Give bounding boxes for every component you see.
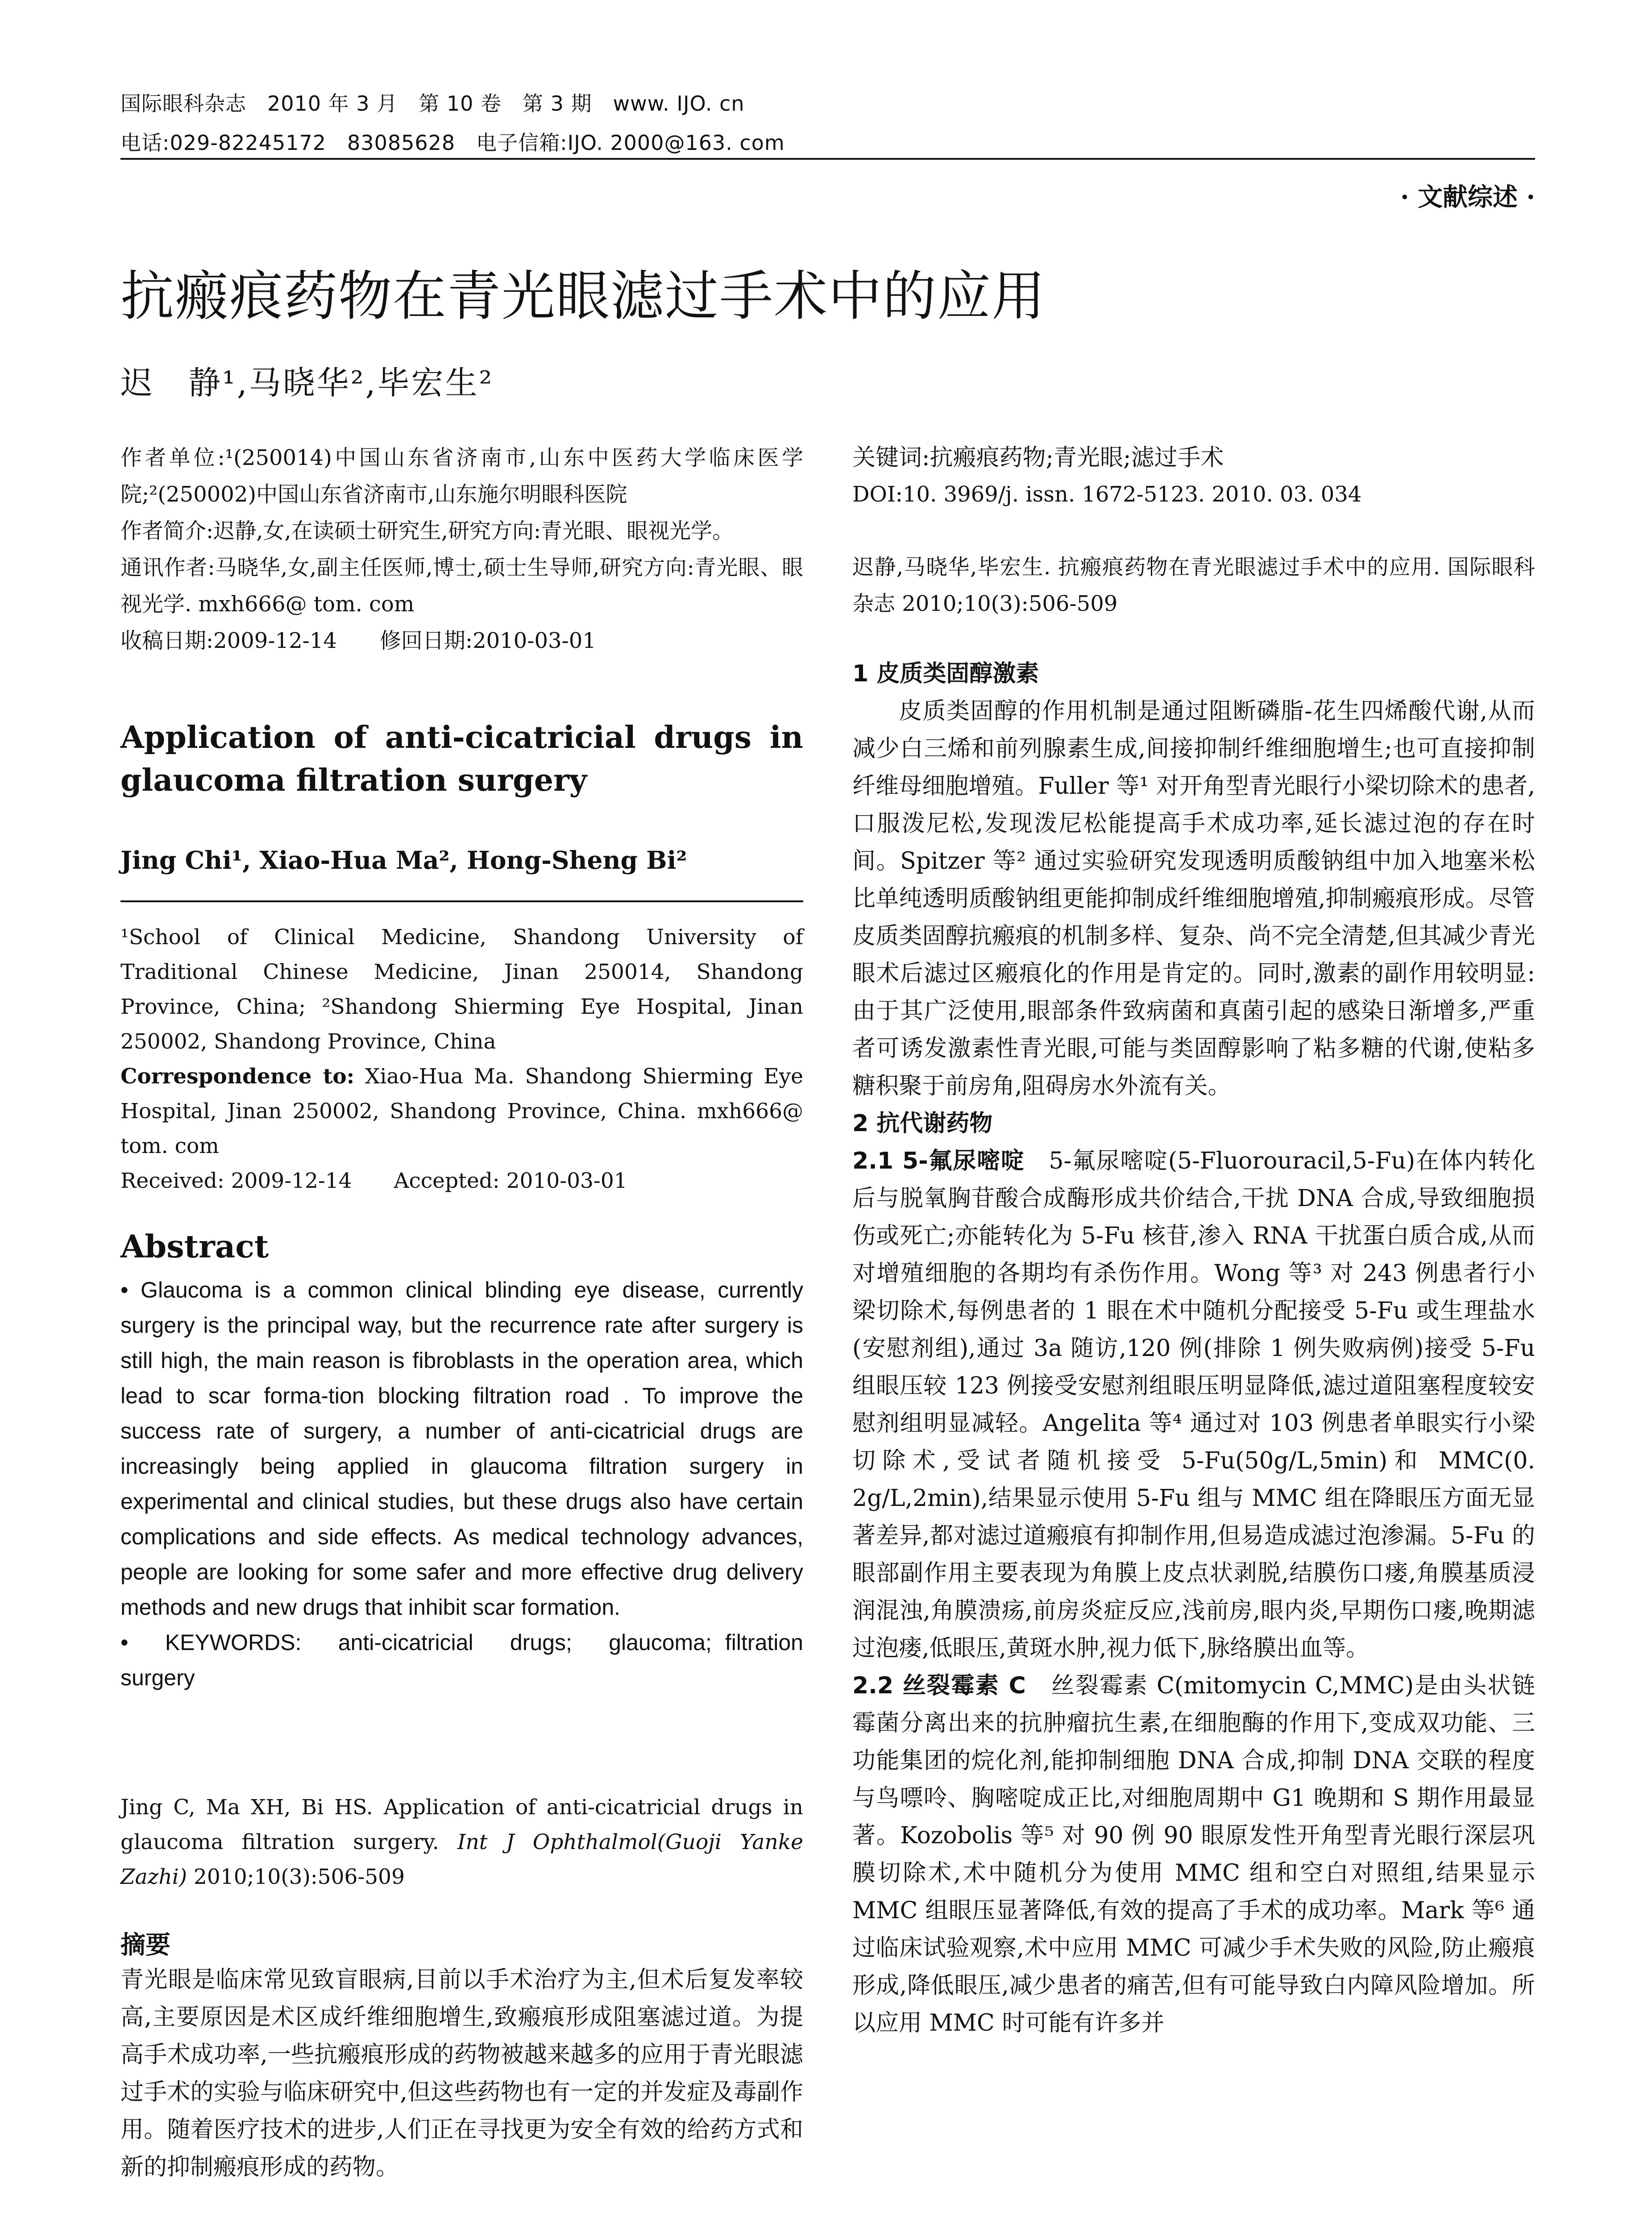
citation-english-volume: 2010;10(3):506-509 [187, 1865, 405, 1889]
author-rule [120, 900, 803, 902]
author-info-block [120, 440, 803, 659]
abstract-english-block [120, 1273, 803, 1696]
running-header-contact: 电话:029-82245172 83085628 电子信箱:IJO. 2000@163. com [120, 131, 785, 155]
section-2-2-body: 丝裂霉素 C(mitomycin C,MMC)是由头状链霉菌分离出来的抗肿瘤抗生素,在细胞酶的作用下,变成双功能、三功能集团的烷化剂,能抑制细胞 DNA 合成,抑制 DNA 交联的程度与鸟嘌呤、胸嘧啶成正比,对细胞周期中 G1 晚期和 S 期作用最显著。Kozobolis 等⁵ 对 90 例 90 眼原发性开角型青光眼行深层巩膜切除术,术中随机分为使用 MMC 组和空白对照组,结果显示 MMC 组眼压显著降低,有效的提高了手术的成功率。Mark 等⁶ 通过临床试验观察,术中应用 MMC 可减少手术失败的风险,防止瘢痕形成,降低眼压,减少患者的痛苦,但有可能导致白内障风险增加。所以应用 MMC 时可能有许多并 [852, 1672, 1535, 2036]
body-right-column [852, 655, 1535, 2042]
received-english: Received: 2009-12-14 Accepted: 2010-03-01 [120, 1169, 627, 1193]
section-1-heading: 1 皮质类固醇激素 [852, 660, 1039, 687]
citation-english-authors: Jing C, Ma XH, Bi HS. Application of anti-cicatricial drugs in glaucoma filtration surgery. [120, 1795, 803, 1854]
abstract-english: • Glaucoma is a common clinical blinding eye disease, currently surgery is the principal way, but the recurrence rate after surgery is still high, the main reason is fibroblasts in the operation area, which lead to scar forma-tion blocking filtration road . To improve the success rate of surgery, a number of anti-cicatricial drugs are increasingly being applied in glaucoma filtration surgery in experimental and clinical studies, but these drugs also have certain complications and side effects. As medical technology advances, people are looking for some safer and more effective drug delivery methods and new drugs that inhibit scar formation. [120, 1277, 803, 1620]
affiliation-english: ¹School of Clinical Medicine, Shandong University of Traditional Chinese Medicine, Jinan 250014, Shandong Province, China; ²Shandong Shierming Eye Hospital, Jinan 250002, Shandong Province, China [120, 925, 803, 1054]
keywords-english: • KEYWORDS: anti-cicatricial drugs; glaucoma; filtration surgery [120, 1630, 803, 1690]
correspondence-text: Xiao-Hua Ma. Shandong Shierming Eye Hospital, Jinan 250002, Shandong Province, China. mxh666@ tom. com [120, 1064, 803, 1158]
authors-english: Jing Chi¹, Xiao-Hua Ma², Hong-Sheng Bi² [120, 846, 687, 875]
citation-english-journal: Int J Ophthalmol(Guoji Yanke Zazhi) [120, 1830, 803, 1889]
title-chinese: 抗瘢痕药物在青光眼滤过手术中的应用 [120, 265, 1046, 328]
abstract-chinese: 青光眼是临床常见致盲眼病,目前以手术治疗为主,但术后复发率较高,主要原因是术区成纤维细胞增生,致瘢痕形成阻塞滤过道。为提高手术成功率,一些抗瘢痕形成的药物被越来越多的应用于青光眼滤过手术的实验与临床研究中,但这些药物也有一定的并发症及毒副作用。随着医疗技术的进步,人们正在寻找更为安全有效的给药方式和新的抑制瘢痕形成的药物。 [120, 1966, 803, 2181]
section-tag: · 文献综述 · [1400, 182, 1535, 212]
title-english: Application of anti-cicatricial drugs in glaucoma filtration surgery [120, 720, 803, 798]
section-2-2-heading: 2.2 丝裂霉素 C [852, 1672, 1026, 1699]
authors-chinese: 迟 静¹,马晓华²,毕宏生² [120, 364, 494, 402]
received-dates: 收稿日期:2009-12-14 修回日期:2010-03-01 [120, 628, 596, 653]
keywords-block [852, 440, 1535, 513]
author-bio: 作者简介:迟静,女,在读硕士研究生,研究方向:青光眼、眼视光学。 [120, 518, 734, 543]
section-2-heading: 2 抗代谢药物 [852, 1110, 993, 1137]
author-affiliation: 作者单位:¹(250014)中国山东省济南市,山东中医药大学临床医学院;²(250002)中国山东省济南市,山东施尔明眼科医院 [120, 445, 803, 507]
correspondence-label: Correspondence to: [120, 1064, 355, 1089]
section-1-body: 皮质类固醇的作用机制是通过阻断磷脂-花生四烯酸代谢,从而减少白三烯和前列腺素生成,间接抑制纤维细胞增生;也可直接抑制纤维母细胞增殖。Fuller 等¹ 对开角型青光眼行小梁切除术的患者,口服泼尼松,发现泼尼松能提高手术成功率,延长滤过泡的存在时间。Spitzer 等² 通过实验研究发现透明质酸钠组中加入地塞米松比单纯透明质酸钠组更能抑制成纤维细胞增殖,抑制瘢痕形成。尽管皮质类固醇抗瘢痕的机制多样、复杂、尚不完全清楚,但其减少青光眼术后滤过区瘢痕化的作用是肯定的。同时,激素的副作用较明显:由于其广泛使用,眼部条件致病菌和真菌引起的感染日渐增多,严重者可诱发激素性青光眼,可能与类固醇影响了粘多糖的代谢,使粘多糖积聚于前房角,阻碍房水外流有关。 [852, 698, 1535, 1099]
correspondence-english [120, 1059, 803, 1164]
english-affiliation-block [120, 920, 803, 1198]
running-header-journal: 国际眼科杂志 2010 年 3 月 第 10 卷 第 3 期 www. IJO. cn [120, 91, 745, 116]
doi: DOI:10. 3969/j. issn. 1672-5123. 2010. 03. 034 [852, 482, 1362, 507]
abstract-heading: Abstract [120, 1228, 269, 1265]
corresponding-author: 通讯作者:马晓华,女,副主任医师,博士,硕士生导师,研究方向:青光眼、眼视光学. mxh666@ tom. com [120, 555, 803, 617]
keywords-chinese: 关键词:抗瘢痕药物;青光眼;滤过手术 [852, 444, 1224, 471]
header-rule [120, 158, 1535, 160]
citation-english [120, 1790, 803, 1895]
abstract-chinese-heading: 摘要 [120, 1930, 170, 1960]
section-2-1-heading: 2.1 5-氟尿嘧啶 [852, 1148, 1025, 1174]
citation-chinese: 迟静,马晓华,毕宏生. 抗瘢痕药物在青光眼滤过手术中的应用. 国际眼科杂志 2010;10(3):506-509 [852, 555, 1535, 616]
section-2-1-body: 5-氟尿嘧啶(5-Fluorouracil,5-Fu)在体内转化后与脱氧胸苷酸合成酶形成共价结合,干扰 DNA 合成,导致细胞损伤或死亡;亦能转化为 5-Fu 核苷,渗入 RNA 干扰蛋白质合成,从而对增殖细胞的各期均有杀伤作用。Wong 等³ 对 243 例患者行小梁切除术,每例患者的 1 眼在术中随机分配接受 5-Fu 或生理盐水(安慰剂组),通过 3a 随访,120 例(排除 1 例失败病例)接受 5-Fu 组眼压较 123 例接受安慰剂组眼压明显降低,滤过道阻塞程度较安慰剂组明显减轻。Angelita 等⁴ 通过对 103 例患者单眼实行小梁切除术,受试者随机接受 5-Fu(50g/L,5min)和 MMC(0. 2g/L,2min),结果显示使用 5-Fu 组与 MMC 组在降眼压方面无显著差异,都对滤过道瘢痕有抑制作用,但易造成滤过泡渗漏。5-Fu 的眼部副作用主要表现为角膜上皮点状剥脱,结膜伤口瘘,角膜基质浸润混浊,角膜溃疡,前房炎症反应,浅前房,眼内炎,早期伤口瘘,晚期滤过泡瘘,低眼压,黄斑水肿,视力低下,脉络膜出血等。 [852, 1148, 1535, 1662]
